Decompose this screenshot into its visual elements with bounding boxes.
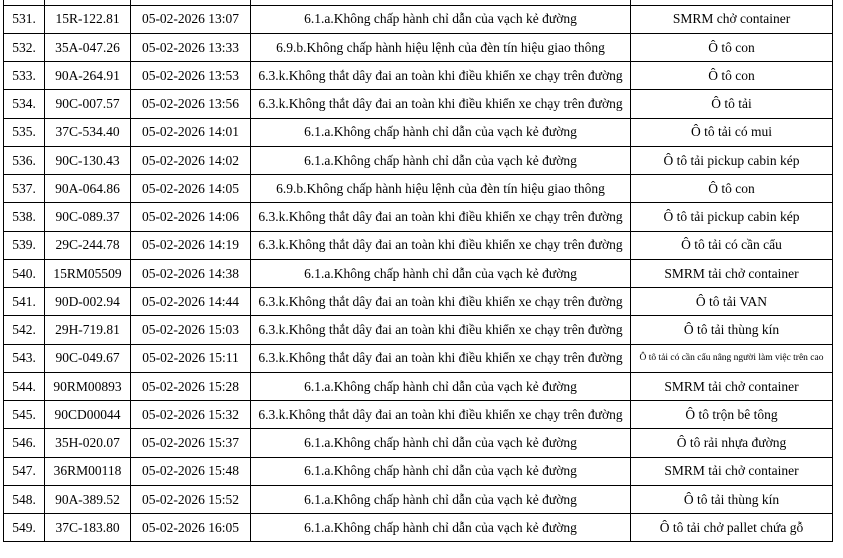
violation-description-cell: 6.1.a.Không chấp hành chỉ dẫn của vạch kẻ đường bbox=[251, 457, 631, 485]
table-row bbox=[4, 259, 833, 287]
vehicle-type-cell: Ô tô trộn bê tông bbox=[631, 401, 833, 429]
table-row bbox=[4, 203, 833, 231]
license-plate-cell: 90A-389.52 bbox=[45, 485, 131, 513]
violation-description-cell: 6.1.a.Không chấp hành chỉ dẫn của vạch kẻ đường bbox=[251, 259, 631, 287]
violation-description-cell: 6.3.k.Không thắt dây đai an toàn khi điều khiển xe chạy trên đường bbox=[251, 316, 631, 344]
violation-description-cell: 6.1.a.Không chấp hành chỉ dẫn của vạch kẻ đường bbox=[251, 118, 631, 146]
license-plate-cell: 90C-089.37 bbox=[45, 203, 131, 231]
violation-description-cell: 6.3.k.Không thắt dây đai an toàn khi điều khiển xe chạy trên đường bbox=[251, 62, 631, 90]
vehicle-type-cell: Ô tô tải pickup cabin kép bbox=[631, 146, 833, 174]
license-plate-cell: 37C-183.80 bbox=[45, 514, 131, 542]
table-row bbox=[4, 485, 833, 513]
violation-description-cell: 6.3.k.Không thắt dây đai an toàn khi điều khiển xe chạy trên đường bbox=[251, 203, 631, 231]
row-number-cell: 531. bbox=[4, 5, 45, 33]
table-row bbox=[4, 146, 833, 174]
license-plate-cell: 15RM05509 bbox=[45, 259, 131, 287]
license-plate-cell: 90RM00893 bbox=[45, 372, 131, 400]
violation-description-cell: 6.9.b.Không chấp hành hiệu lệnh của đèn tín hiệu giao thông bbox=[251, 175, 631, 203]
license-plate-cell: 90CD00044 bbox=[45, 401, 131, 429]
table-row bbox=[4, 429, 833, 457]
violation-description-cell: 6.1.a.Không chấp hành chỉ dẫn của vạch kẻ đường bbox=[251, 429, 631, 457]
row-number-cell: 538. bbox=[4, 203, 45, 231]
row-number-cell: 547. bbox=[4, 457, 45, 485]
datetime-cell: 05-02-2026 13:56 bbox=[131, 90, 251, 118]
license-plate-cell: 90C-130.43 bbox=[45, 146, 131, 174]
row-number-cell: 535. bbox=[4, 118, 45, 146]
datetime-cell: 05-02-2026 15:52 bbox=[131, 485, 251, 513]
row-number-cell: 542. bbox=[4, 316, 45, 344]
vehicle-type-cell: Ô tô tải VAN bbox=[631, 288, 833, 316]
datetime-cell: 05-02-2026 15:03 bbox=[131, 316, 251, 344]
vehicle-type-cell: Ô tô con bbox=[631, 62, 833, 90]
datetime-cell: 05-02-2026 14:44 bbox=[131, 288, 251, 316]
datetime-cell: 05-02-2026 14:38 bbox=[131, 259, 251, 287]
table-row bbox=[4, 5, 833, 33]
vehicle-type-cell: Ô tô tải thùng kín bbox=[631, 316, 833, 344]
violation-description-cell: 6.1.a.Không chấp hành chỉ dẫn của vạch kẻ đường bbox=[251, 5, 631, 33]
datetime-cell: 05-02-2026 14:01 bbox=[131, 118, 251, 146]
license-plate-cell: 90A-064.86 bbox=[45, 175, 131, 203]
license-plate-cell: 29C-244.78 bbox=[45, 231, 131, 259]
vehicle-type-cell: SMRM tải chở container bbox=[631, 259, 833, 287]
table-row bbox=[4, 288, 833, 316]
table-row bbox=[4, 401, 833, 429]
violations-table-body bbox=[4, 0, 833, 542]
license-plate-cell: 35A-047.26 bbox=[45, 33, 131, 61]
license-plate-cell: 15R-122.81 bbox=[45, 5, 131, 33]
license-plate-cell: 90C-049.67 bbox=[45, 344, 131, 372]
datetime-cell: 05-02-2026 14:05 bbox=[131, 175, 251, 203]
violation-description-cell: 6.1.a.Không chấp hành chỉ dẫn của vạch kẻ đường bbox=[251, 372, 631, 400]
violation-description-cell: 6.3.k.Không thắt dây đai an toàn khi điều khiển xe chạy trên đường bbox=[251, 344, 631, 372]
violation-description-cell: 6.3.k.Không thắt dây đai an toàn khi điều khiển xe chạy trên đường bbox=[251, 231, 631, 259]
license-plate-cell: 90A-264.91 bbox=[45, 62, 131, 90]
license-plate-cell: 29H-719.81 bbox=[45, 316, 131, 344]
datetime-cell: 05-02-2026 13:53 bbox=[131, 62, 251, 90]
row-number-cell: 536. bbox=[4, 146, 45, 174]
table-row bbox=[4, 62, 833, 90]
datetime-cell: 05-02-2026 15:32 bbox=[131, 401, 251, 429]
datetime-cell: 05-02-2026 14:02 bbox=[131, 146, 251, 174]
table-row bbox=[4, 90, 833, 118]
vehicle-type-cell: Ô tô rải nhựa đường bbox=[631, 429, 833, 457]
datetime-cell: 05-02-2026 14:19 bbox=[131, 231, 251, 259]
row-number-cell: 548. bbox=[4, 485, 45, 513]
vehicle-type-cell: Ô tô tải có cần cẩu nâng người làm việc trên cao bbox=[631, 344, 833, 372]
violation-description-cell: 6.3.k.Không thắt dây đai an toàn khi điều khiển xe chạy trên đường bbox=[251, 90, 631, 118]
table-row bbox=[4, 457, 833, 485]
table-row bbox=[4, 175, 833, 203]
violation-description-cell: 6.3.k.Không thắt dây đai an toàn khi điều khiển xe chạy trên đường bbox=[251, 288, 631, 316]
row-number-cell: 534. bbox=[4, 90, 45, 118]
violations-table bbox=[3, 0, 833, 542]
datetime-cell: 05-02-2026 13:07 bbox=[131, 5, 251, 33]
row-number-cell: 544. bbox=[4, 372, 45, 400]
license-plate-cell: 37C-534.40 bbox=[45, 118, 131, 146]
vehicle-type-cell: Ô tô tải thùng kín bbox=[631, 485, 833, 513]
row-number-cell: 532. bbox=[4, 33, 45, 61]
row-number-cell: 546. bbox=[4, 429, 45, 457]
row-number-cell: 543. bbox=[4, 344, 45, 372]
violation-description-cell: 6.3.k.Không thắt dây đai an toàn khi điều khiển xe chạy trên đường bbox=[251, 401, 631, 429]
vehicle-type-cell: Ô tô tải có cần cẩu bbox=[631, 231, 833, 259]
datetime-cell: 05-02-2026 13:33 bbox=[131, 33, 251, 61]
license-plate-cell: 36RM00118 bbox=[45, 457, 131, 485]
license-plate-cell: 35H-020.07 bbox=[45, 429, 131, 457]
vehicle-type-cell: Ô tô tải có mui bbox=[631, 118, 833, 146]
table-row bbox=[4, 33, 833, 61]
vehicle-type-cell: SMRM tải chở container bbox=[631, 372, 833, 400]
violation-description-cell: 6.1.a.Không chấp hành chỉ dẫn của vạch kẻ đường bbox=[251, 514, 631, 542]
vehicle-type-cell: Ô tô tải pickup cabin kép bbox=[631, 203, 833, 231]
datetime-cell: 05-02-2026 15:28 bbox=[131, 372, 251, 400]
license-plate-cell: 90C-007.57 bbox=[45, 90, 131, 118]
table-row bbox=[4, 514, 833, 542]
vehicle-type-cell: Ô tô con bbox=[631, 33, 833, 61]
vehicle-type-cell: Ô tô tải bbox=[631, 90, 833, 118]
vehicle-type-cell: SMRM tải chở container bbox=[631, 457, 833, 485]
row-number-cell: 539. bbox=[4, 231, 45, 259]
vehicle-type-cell: Ô tô con bbox=[631, 175, 833, 203]
table-row bbox=[4, 118, 833, 146]
violation-description-cell: 6.1.a.Không chấp hành chỉ dẫn của vạch kẻ đường bbox=[251, 485, 631, 513]
row-number-cell: 545. bbox=[4, 401, 45, 429]
violation-description-cell: 6.1.a.Không chấp hành chỉ dẫn của vạch kẻ đường bbox=[251, 146, 631, 174]
table-row bbox=[4, 372, 833, 400]
violation-description-cell: 6.9.b.Không chấp hành hiệu lệnh của đèn tín hiệu giao thông bbox=[251, 33, 631, 61]
row-number-cell: 540. bbox=[4, 259, 45, 287]
datetime-cell: 05-02-2026 15:11 bbox=[131, 344, 251, 372]
vehicle-type-cell: SMRM chở container bbox=[631, 5, 833, 33]
datetime-cell: 05-02-2026 14:06 bbox=[131, 203, 251, 231]
row-number-cell: 533. bbox=[4, 62, 45, 90]
license-plate-cell: 90D-002.94 bbox=[45, 288, 131, 316]
table-row bbox=[4, 316, 833, 344]
row-number-cell: 549. bbox=[4, 514, 45, 542]
datetime-cell: 05-02-2026 15:48 bbox=[131, 457, 251, 485]
datetime-cell: 05-02-2026 15:37 bbox=[131, 429, 251, 457]
vehicle-type-cell: Ô tô tải chở pallet chứa gỗ bbox=[631, 514, 833, 542]
datetime-cell: 05-02-2026 16:05 bbox=[131, 514, 251, 542]
table-row bbox=[4, 231, 833, 259]
table-row bbox=[4, 344, 833, 372]
row-number-cell: 537. bbox=[4, 175, 45, 203]
row-number-cell: 541. bbox=[4, 288, 45, 316]
